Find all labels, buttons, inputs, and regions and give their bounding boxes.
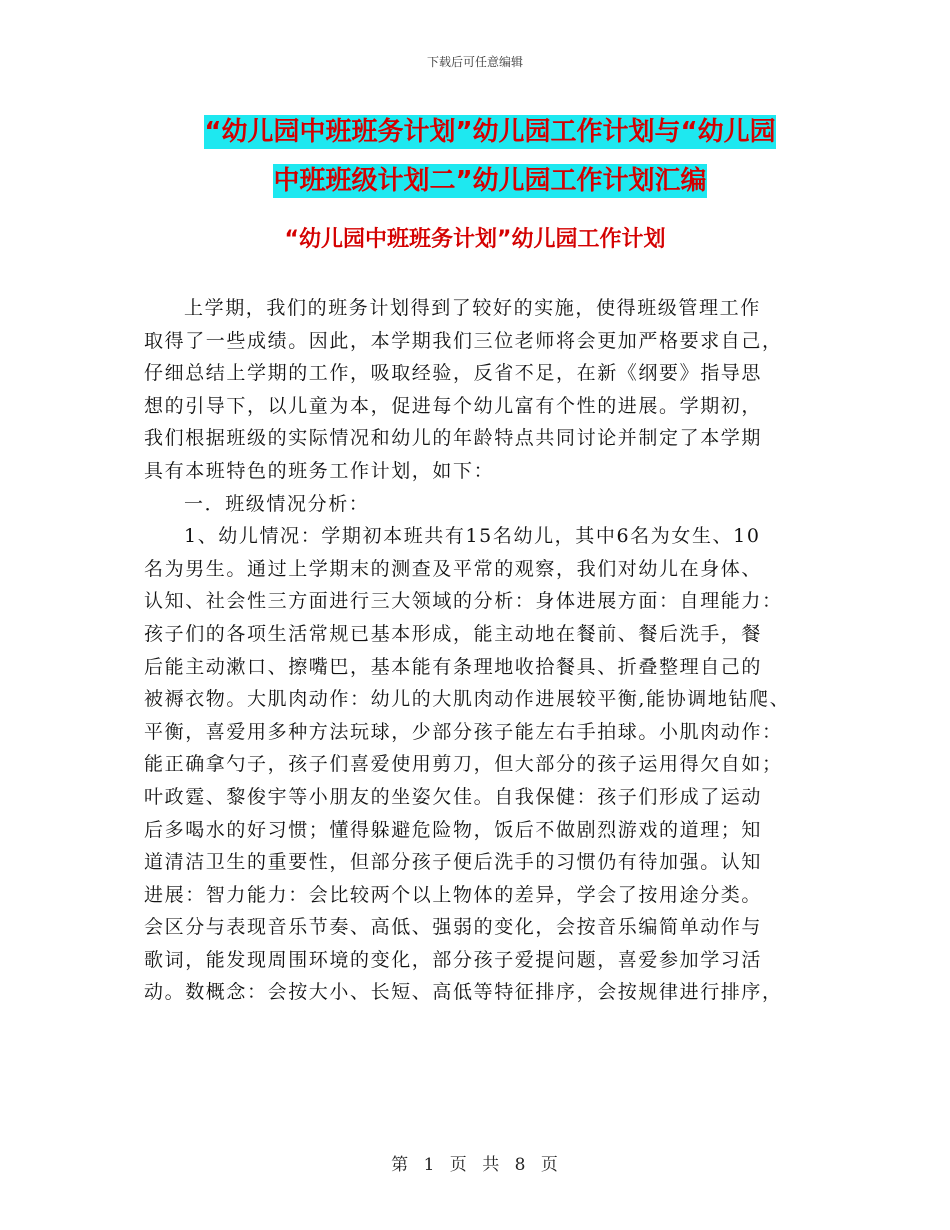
paragraph-line: 取得了一些成绩。因此，本学期我们三位老师将会更加严格要求自己， <box>144 329 783 352</box>
paragraph-line: 进展：智力能力：会比较两个以上物体的差异，学会了按用途分类。 <box>144 883 763 906</box>
section-heading-line: 一．班级情况分析： <box>184 492 370 515</box>
page-footer <box>0 1150 950 1175</box>
paragraph-line: 上学期，我们的班务计划得到了较好的实施，使得班级管理工作 <box>184 297 761 319</box>
footer-prefix: 第 <box>391 1155 410 1175</box>
footer-page-number: 1 <box>423 1155 436 1175</box>
document-title-line-1: “幼儿园中班班务计划”幼儿园工作计划与“幼儿园 <box>204 117 776 147</box>
footer-page-word: 页 <box>449 1155 468 1175</box>
paragraph-line: 我们根据班级的实际情况和幼儿的年龄特点共同讨论并制定了本学期 <box>144 427 763 450</box>
paragraph-line: 认知、社会性三方面进行三大领域的分析：身体进展方面：自理能力： <box>144 590 783 613</box>
footer-suffix: 页 <box>540 1155 559 1175</box>
paragraph-line: 名为男生。通过上学期末的测查及平常的观察，我们对幼儿在身体、 <box>144 557 763 580</box>
paragraph-line: 1、幼儿情况：学期初本班共有15名幼儿，其中6名为女生、10 <box>184 525 761 548</box>
paragraph-line: 仔细总结上学期的工作，吸取经验，反省不足，在新《纲要》指导思 <box>144 362 763 385</box>
paragraph-line: 平衡，喜爱用多种方法玩球，少部分孩子能左右手拍球。小肌肉动作： <box>144 720 783 743</box>
section-title: “幼儿园中班班务计划”幼儿园工作计划 <box>284 227 666 252</box>
document-title <box>140 108 840 206</box>
paragraph-line: 能正确拿勺子，孩子们喜爱使用剪刀，但大部分的孩子运用得欠自如； <box>144 753 783 776</box>
document-title-line-2: 中班班级计划二”幼儿园工作计划汇编 <box>273 166 707 196</box>
paragraph-line: 动。数概念：会按大小、长短、高低等特征排序，会按规律进行排序， <box>144 981 783 1004</box>
paragraph-line: 孩子们的各项生活常规已基本形成，能主动地在餐前、餐后洗手，餐 <box>144 622 763 645</box>
body-text <box>144 292 804 1009</box>
paragraph-line: 歌词，能发现周围环境的变化，部分孩子爱提问题，喜爱参加学习活 <box>144 948 763 971</box>
paragraph-line: 被褥衣物。大肌肉动作：幼儿的大肌肉动作进展较平衡,能协调地钻爬、 <box>144 688 791 711</box>
paragraph-line: 道清洁卫生的重要性，但部分孩子便后洗手的习惯仍有待加强。认知 <box>144 851 763 874</box>
paragraph-line: 会区分与表现音乐节奏、高低、强弱的变化，会按音乐编简单动作与 <box>144 916 763 939</box>
paragraph-line: 想的引导下，以儿童为本，促进每个幼儿富有个性的进展。学期初， <box>144 394 763 417</box>
footer-total-word: 共 <box>482 1155 501 1175</box>
header-note: 下载后可任意编辑 <box>426 55 523 69</box>
paragraph-line: 具有本班特色的班务工作计划，如下： <box>144 459 495 482</box>
paragraph-line: 后多喝水的好习惯；懂得躲避危险物，饭后不做剧烈游戏的道理；知 <box>144 818 763 841</box>
footer-total-pages: 8 <box>514 1155 527 1175</box>
paragraph-line: 叶政霆、黎俊宇等小朋友的坐姿欠佳。自我保健：孩子们形成了运动 <box>144 785 763 808</box>
paragraph-line: 后能主动漱口、擦嘴巴，基本能有条理地收拾餐具、折叠整理自己的 <box>144 655 763 678</box>
